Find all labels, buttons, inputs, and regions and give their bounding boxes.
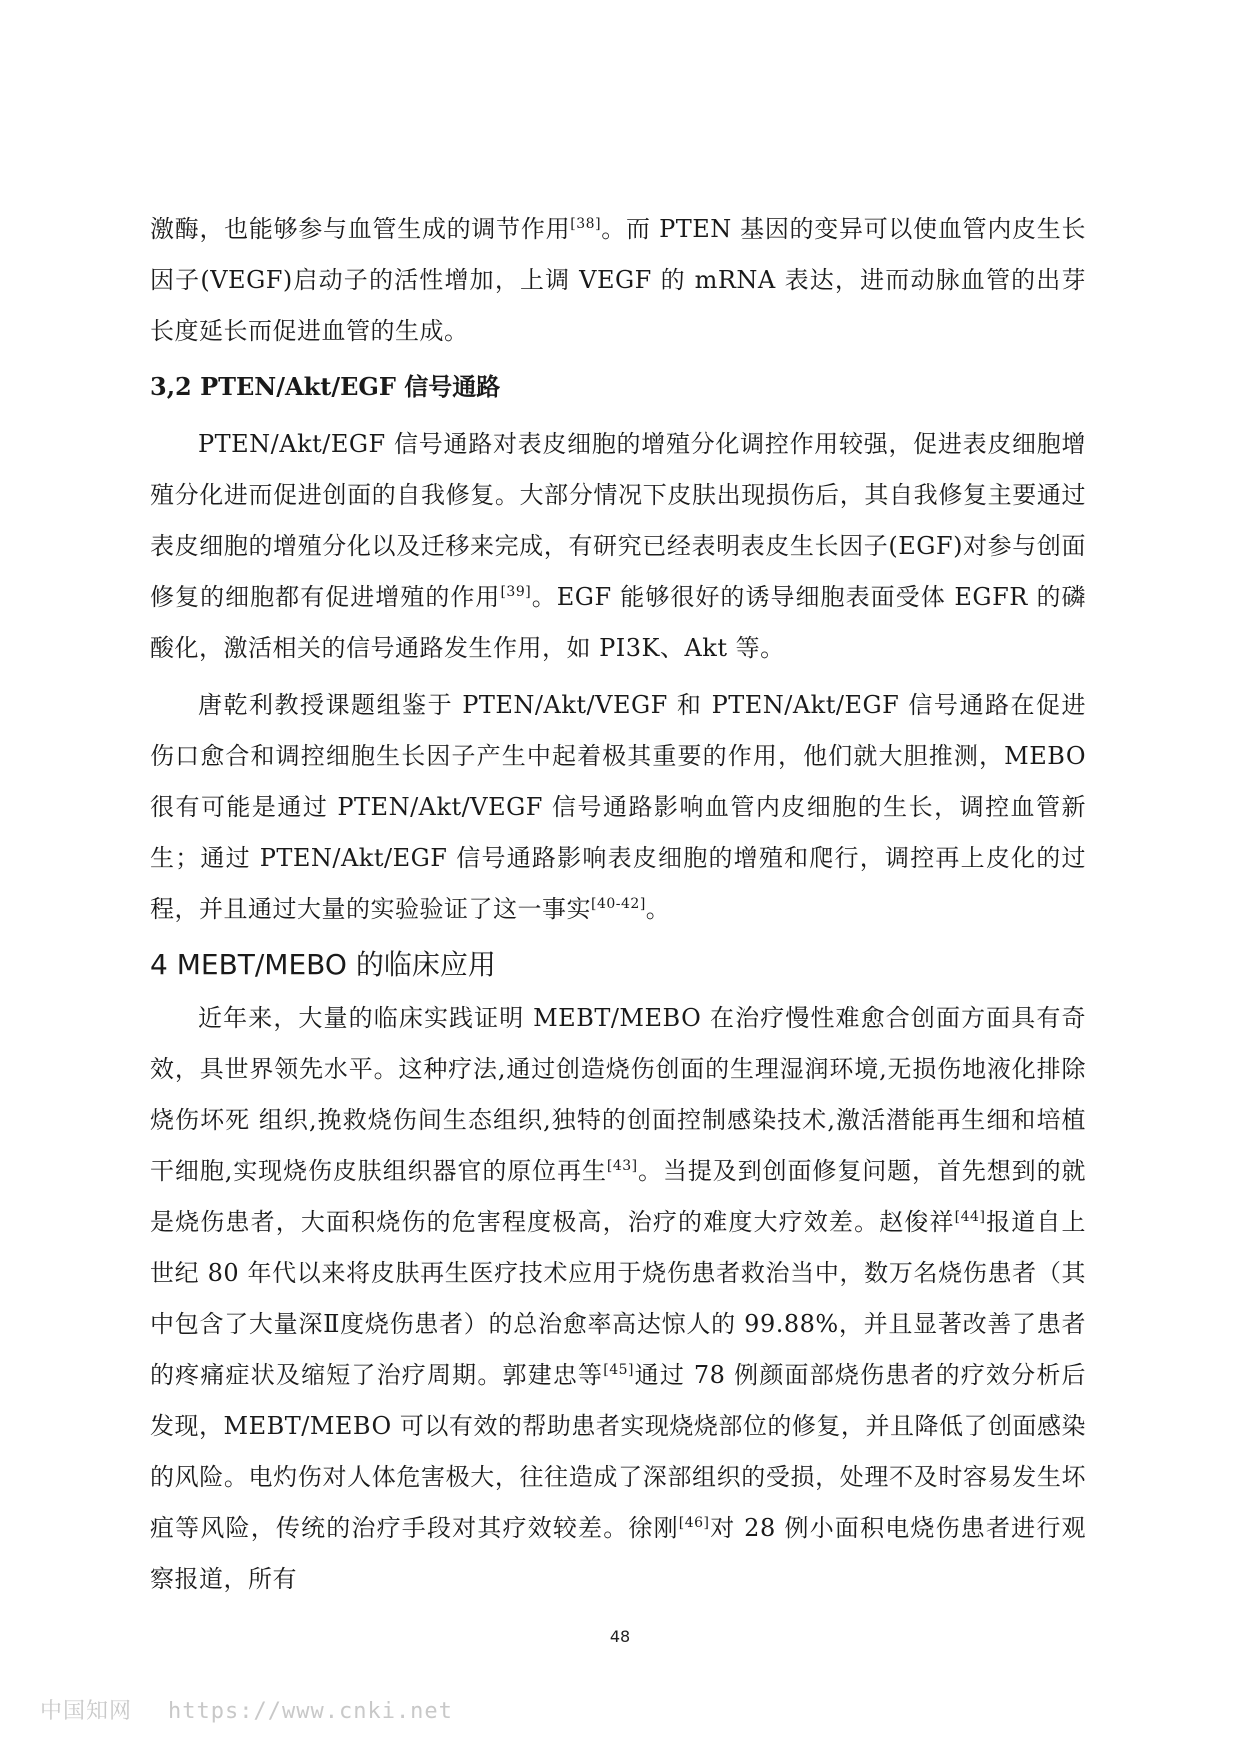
section-heading-3-2: 3,2 PTEN/Akt/EGF 信号通路 bbox=[150, 372, 501, 401]
citation-38: [38] bbox=[570, 216, 602, 232]
text-run: 唐乾利教授课题组鉴于 PTEN/Akt/VEGF 和 PTEN/Akt/EGF 信号通路在促进伤口愈合和调控细胞生长因子产生中起着极其重要的作用，他们就大胆推测，MEBO 很有可能是通过 PTEN/Akt/VEGF 信号通路影响血管内皮细胞的生长，调控血管新生；通过 PTEN/Akt/EGF 信号通路影响表皮细胞的增殖和爬行，调控再上皮化的过程，并且通过大量的实验验证了这一事实 bbox=[150, 691, 1086, 923]
section-heading-4: 4 MEBT/MEBO 的临床应用 bbox=[150, 948, 496, 981]
citation-43: [43] bbox=[606, 1158, 638, 1174]
text-run: 对 28 例小面积电烧伤患者进行观察报道，所有 bbox=[150, 1514, 1087, 1593]
cnki-watermark bbox=[40, 1694, 453, 1725]
page-number: 48 bbox=[609, 1627, 631, 1646]
text-run: 近年来，大量的临床实践证明 MEBT/MEBO 在治疗慢性难愈合创面方面具有奇效，具世界领先水平。这种疗法,通过创造烧伤创面的生理湿润环境,无损伤地液化排除烧伤坏死 组织,挽救烧伤间生态组织,独特的创面控制感染技术,激活潜能再生细和培植干细胞,实现烧伤皮肤组织器官的原位再生 bbox=[150, 1004, 1086, 1185]
citation-39: [39] bbox=[500, 584, 532, 600]
paragraph-egf-pathway bbox=[150, 419, 1086, 674]
paragraph-research-group bbox=[150, 680, 1086, 935]
paragraph-clinical-application bbox=[150, 993, 1086, 1605]
citation-46: [46] bbox=[678, 1515, 710, 1531]
text-run: PTEN/Akt/EGF 信号通路对表皮细胞的增殖分化调控作用较强，促进表皮细胞增殖分化进而促进创面的自我修复。大部分情况下皮肤出现损伤后，其自我修复主要通过表皮细胞的增殖分化以及迁移来完成，有研究已经表明表皮生长因子(EGF)对参与创面修复的细胞都有促进增殖的作用 bbox=[150, 430, 1086, 611]
text-run: 通过 78 例颜面部烧伤患者的疗效分析后发现，MEBT/MEBO 可以有效的帮助患者实现烧烧部位的修复，并且降低了创面感染的风险。电灼伤对人体危害极大，往往造成了深部组织的受损，处理不及时容易发生坏疽等风险，传统的治疗手段对其疗效较差。徐刚 bbox=[150, 1361, 1087, 1542]
paragraph-vegf-continuation bbox=[150, 204, 1086, 357]
text-run: 激酶，也能够参与血管生成的调节作用 bbox=[150, 215, 571, 243]
text-run: 。当提及到创面修复问题，首先想到的就是烧伤患者，大面积烧伤的危害程度极高，治疗的难度大疗效差。赵俊祥 bbox=[150, 1157, 1086, 1236]
citation-40-42: [40-42] bbox=[591, 896, 646, 912]
body-text bbox=[150, 204, 1086, 1611]
citation-45: [45] bbox=[603, 1362, 634, 1378]
text-run: 。而 PTEN 基因的变异可以使血管内皮生长因子(VEGF)启动子的活性增加，上调 VEGF 的 mRNA 表达，进而动脉血管的出芽长度延长而促进血管的生成。 bbox=[150, 215, 1086, 345]
watermark-brand: 中国知网 bbox=[40, 1699, 133, 1724]
citation-44: [44] bbox=[954, 1209, 986, 1225]
watermark-url[interactable]: https://www.cnki.net bbox=[168, 1699, 453, 1724]
text-run: 报道自上世纪 80 年代以来将皮肤再生医疗技术应用于烧伤患者救治当中，数万名烧伤患者（其中包含了大量深Ⅱ度烧伤患者）的总治愈率高达惊人的 99.88%，并且显著改善了患者的疼痛症状及缩短了治疗周期。郭建忠等 bbox=[150, 1208, 1087, 1389]
text-run: 。 bbox=[645, 895, 671, 923]
text-run: 。EGF 能够很好的诱导细胞表面受体 EGFR 的磷酸化，激活相关的信号通路发生作用，如 PI3K、Akt 等。 bbox=[150, 583, 1086, 662]
